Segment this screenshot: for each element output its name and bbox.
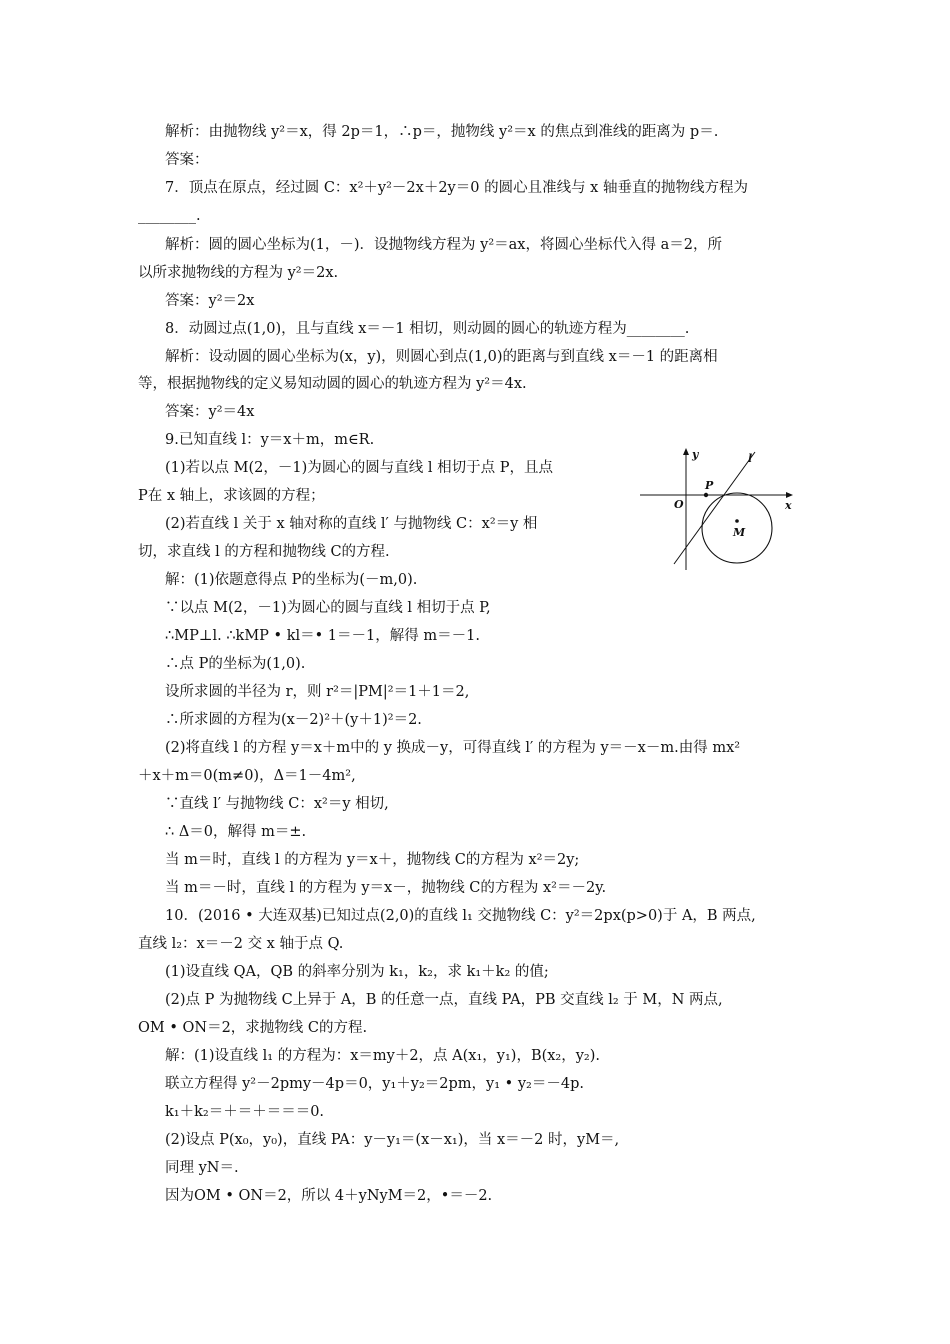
text-line: OM • ON＝2，求抛物线 C的方程. [138, 1020, 368, 1036]
text-line: (2)设点 P(x₀，y₀)，直线 PA：y－y₁＝(x－x₁)，当 x＝－2 时，yM＝, [165, 1132, 620, 1148]
text-line: 答案：y²＝2x [165, 293, 255, 309]
x-axis-label: x [785, 499, 792, 512]
circle-tangent-figure [630, 442, 800, 576]
origin-label: O [674, 498, 684, 511]
text-line: 解析：圆的圆心坐标为(1，－)．设抛物线方程为 y²＝ax，将圆心坐标代入得 a＝2，所 [165, 237, 722, 253]
text-line: 答案：y²＝4x [165, 404, 255, 420]
text-line: (2)点 P 为抛物线 C上异于 A，B 的任意一点，直线 PA，PB 交直线 l₂ 于 M，N 两点, [165, 992, 723, 1008]
text-line: ∴点 P的坐标为(1,0). [165, 656, 306, 672]
text-line: 9.已知直线 l：y＝x＋m，m∈R. [165, 432, 375, 448]
text-line: 设所求圆的半径为 r，则 r²＝|PM|²＝1＋1＝2, [165, 684, 470, 700]
text-line: 等，根据抛物线的定义易知动圆的圆心的轨迹方程为 y²＝4x. [138, 376, 527, 392]
x-axis-arrow [786, 492, 793, 498]
text-line: 因为OM • ON＝2，所以 4＋yNyM＝2，•＝－2. [165, 1188, 493, 1204]
text-line: 解析：设动圆的圆心坐标为(x，y)，则圆心到点(1,0)的距离与到直线 x＝－1 的距离相 [165, 349, 718, 365]
text-line: 切，求直线 l 的方程和抛物线 C的方程. [138, 544, 390, 560]
text-line: ∵以点 M(2，－1)为圆心的圆与直线 l 相切于点 P, [165, 600, 491, 616]
point-p-label: P [705, 479, 714, 492]
text-line: ∵直线 l′ 与抛物线 C：x²＝y 相切, [165, 796, 389, 812]
text-line: 7．顶点在原点，经过圆 C：x²＋y²－2x＋2y＝0 的圆心且准线与 x 轴垂直的抛物线方程为 [165, 180, 748, 196]
text-line: 以所求抛物线的方程为 y²＝2x. [138, 265, 339, 281]
text-line: 10．(2016 • 大连双基)已知过点(2,0)的直线 l₁ 交抛物线 C：y²＝2px(p>0)于 A，B 两点, [165, 908, 756, 924]
text-line: P在 x 轴上，求该圆的方程； [138, 488, 325, 504]
text-line: 直线 l₂：x＝－2 交 x 轴于点 Q. [138, 936, 344, 952]
text-line: 联立方程得 y²－2pmy－4p＝0，y₁＋y₂＝2pm，y₁ • y₂＝－4p. [165, 1076, 584, 1092]
text-line: 当 m＝时，直线 l 的方程为 y＝x＋，抛物线 C的方程为 x²＝2y; [165, 852, 580, 868]
y-axis-label: y [692, 448, 699, 461]
text-line: 解：(1)设直线 l₁ 的方程为：x＝my＋2，点 A(x₁，y₁)，B(x₂，y₂). [165, 1048, 601, 1064]
center-m-label: M [733, 526, 746, 539]
y-axis-arrow [683, 448, 689, 455]
text-line: (2)若直线 l 关于 x 轴对称的直线 l′ 与抛物线 C：x²＝y 相 [165, 516, 538, 532]
figure-svg [630, 442, 800, 576]
text-line: ∴MP⊥l. ∴kMP • kl＝• 1＝－1，解得 m＝－1. [165, 628, 480, 644]
text-line: (1)设直线 QA，QB 的斜率分别为 k₁，k₂，求 k₁＋k₂ 的值; [165, 964, 549, 980]
text-line: 8．动圆过点(1,0)，且与直线 x＝－1 相切，则动圆的圆心的轨迹方程为________. [165, 321, 690, 337]
text-line: 解析：由抛物线 y²＝x，得 2p＝1，∴p＝，抛物线 y²＝x 的焦点到准线的距离为 p＝. [165, 124, 719, 140]
text-line: k₁＋k₂＝＋＝＋＝＝＝0. [165, 1104, 325, 1120]
line-l-label: l [748, 452, 753, 465]
text-line: ________. [138, 208, 201, 224]
text-line: ＋x＋m＝0(m≠0)，Δ＝1－4m², [138, 768, 356, 784]
text-line: ∴ Δ＝0，解得 m＝±. [165, 824, 307, 840]
text-line: 当 m＝－时，直线 l 的方程为 y＝x－，抛物线 C的方程为 x²＝－2y. [165, 880, 607, 896]
text-line: 答案： [165, 152, 209, 168]
text-line: 解：(1)依题意得点 P的坐标为(－m,0). [165, 572, 418, 588]
text-line: 同理 yN＝. [165, 1160, 239, 1176]
point-p-dot [704, 493, 708, 497]
text-line: ∴所求圆的方程为(x－2)²＋(y＋1)²＝2. [165, 712, 422, 728]
text-line: (2)将直线 l 的方程 y＝x＋m中的 y 换成－y，可得直线 l′ 的方程为 y＝－x－m.由得 mx² [165, 740, 741, 756]
text-line: (1)若以点 M(2，－1)为圆心的圆与直线 l 相切于点 P，且点 [165, 460, 553, 476]
center-m-dot [735, 519, 739, 523]
